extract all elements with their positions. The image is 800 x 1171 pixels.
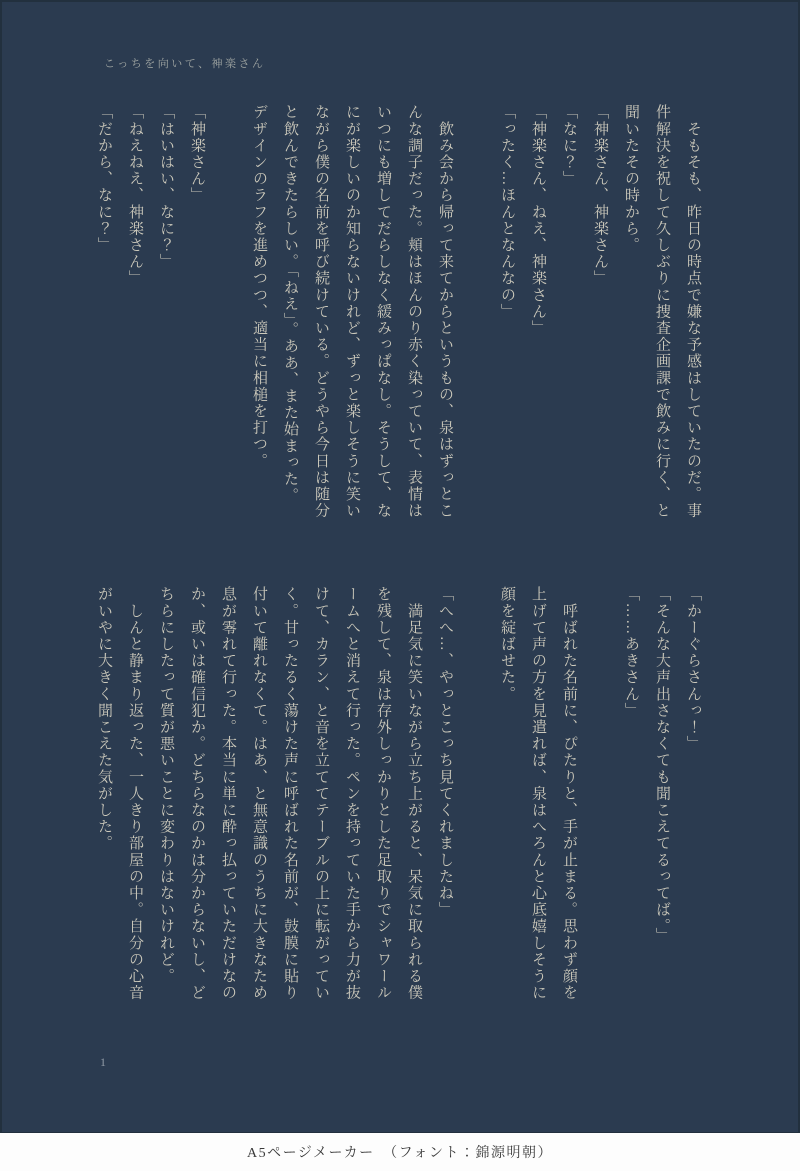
text-line: 飲み会から帰って来てからというもの、泉はずっとこ <box>437 104 453 519</box>
text-line: 付いて離れなくて。はあ、と無意識のうちに大きなため <box>251 586 267 1001</box>
text-line: ームへと消えて行った。ペンを持っていた手から力が抜 <box>344 586 360 1001</box>
text-line: 「へへ…、やっとこっち見てくれましたね」 <box>437 586 453 918</box>
text-line: を残して、泉は存外しっかりとした足取りでシャワール <box>375 586 391 1001</box>
text-line: がいやに大きく聞こえた気がした。 <box>96 586 112 852</box>
text-line <box>584 586 615 1041</box>
text-line: いつにも増してだらしなく緩みっぱなし。そうして、な <box>375 104 391 519</box>
text-line: 「だから、なに？」 <box>96 104 112 254</box>
text-line: 息が零れて行った。本当に単に酔っ払っていただけなの <box>220 586 236 1001</box>
text-line <box>212 104 243 566</box>
text-line: ちらにしたって質が悪いことに変わりはないけれど。 <box>158 586 174 985</box>
text-line: 呼ばれた名前に、ぴたりと、手が止まる。思わず顔を <box>561 586 577 1001</box>
text-band-lower <box>88 586 708 1041</box>
text-line: しんと静まり返った、一人きり部屋の中。自分の心音 <box>127 586 143 1001</box>
text-line: 「神楽さん、神楽さん」 <box>592 104 608 287</box>
running-title: こっちを向いて、神楽さん <box>104 58 266 70</box>
text-line: にが楽しいのか知らないけれど、ずっと楽しそうに笑い <box>344 104 360 519</box>
text-line: 「神楽さん、ねえ、神楽さん」 <box>530 104 546 337</box>
text-line: ながら僕の名前を呼び続けている。どうやら今日は随分 <box>313 104 329 519</box>
text-line: 「神楽さん」 <box>189 104 205 204</box>
text-line <box>460 586 491 1041</box>
footer-credit: A5ページメーカー （フォント：錦源明朝） <box>247 1146 553 1161</box>
text-line: と飲んできたらしい。「ねえ」。ああ、また始まった。 <box>282 104 298 504</box>
text-band-upper <box>88 104 708 566</box>
text-line: か、或いは確信犯か。どちらなのかは分からないし、ど <box>189 586 205 1001</box>
text-line: 「……あきさん」 <box>623 586 639 719</box>
text-line: 「ねえねえ、神楽さん」 <box>127 104 143 287</box>
text-line: 「なに？」 <box>561 104 577 187</box>
text-line: 上げて声の方を見遣れば、泉はへろんと心底嬉しそうに <box>530 586 546 1001</box>
text-line: 「そんな大声出さなくても聞こえてるってば。」 <box>654 586 670 944</box>
text-line: 聞いたその時から。 <box>623 104 639 254</box>
text-line: 満足気に笑いながら立ち上がると、呆気に取られる僕 <box>406 586 422 1001</box>
text-line <box>460 104 491 566</box>
text-line: 「ったく…ほんとなんなの」 <box>499 104 515 320</box>
page-number: 1 <box>100 1055 106 1069</box>
text-line: デザインのラフを進めつつ、適当に相槌を打つ。 <box>251 104 267 470</box>
text-line: 顔を綻ばせた。 <box>499 586 515 703</box>
text-line: んな調子だった。頬はほんのり赤く染っていて、表情は <box>406 104 422 519</box>
text-line: く。甘ったるく蕩けた声に呼ばれた名前が、鼓膜に貼り <box>282 586 298 1001</box>
text-line: けて、カラン、と音を立ててテーブルの上に転がってい <box>313 586 329 1001</box>
text-line: 「はいはい、なに？」 <box>158 104 174 270</box>
text-line: 「かーぐらさんっ！」 <box>685 586 701 752</box>
footer-bar <box>0 1133 800 1171</box>
text-line: 件解決を祝して久しぶりに捜査企画課で飲みに行く、と <box>654 104 670 519</box>
text-line: そもそも、昨日の時点で嫌な予感はしていたのだ。事 <box>685 104 701 519</box>
